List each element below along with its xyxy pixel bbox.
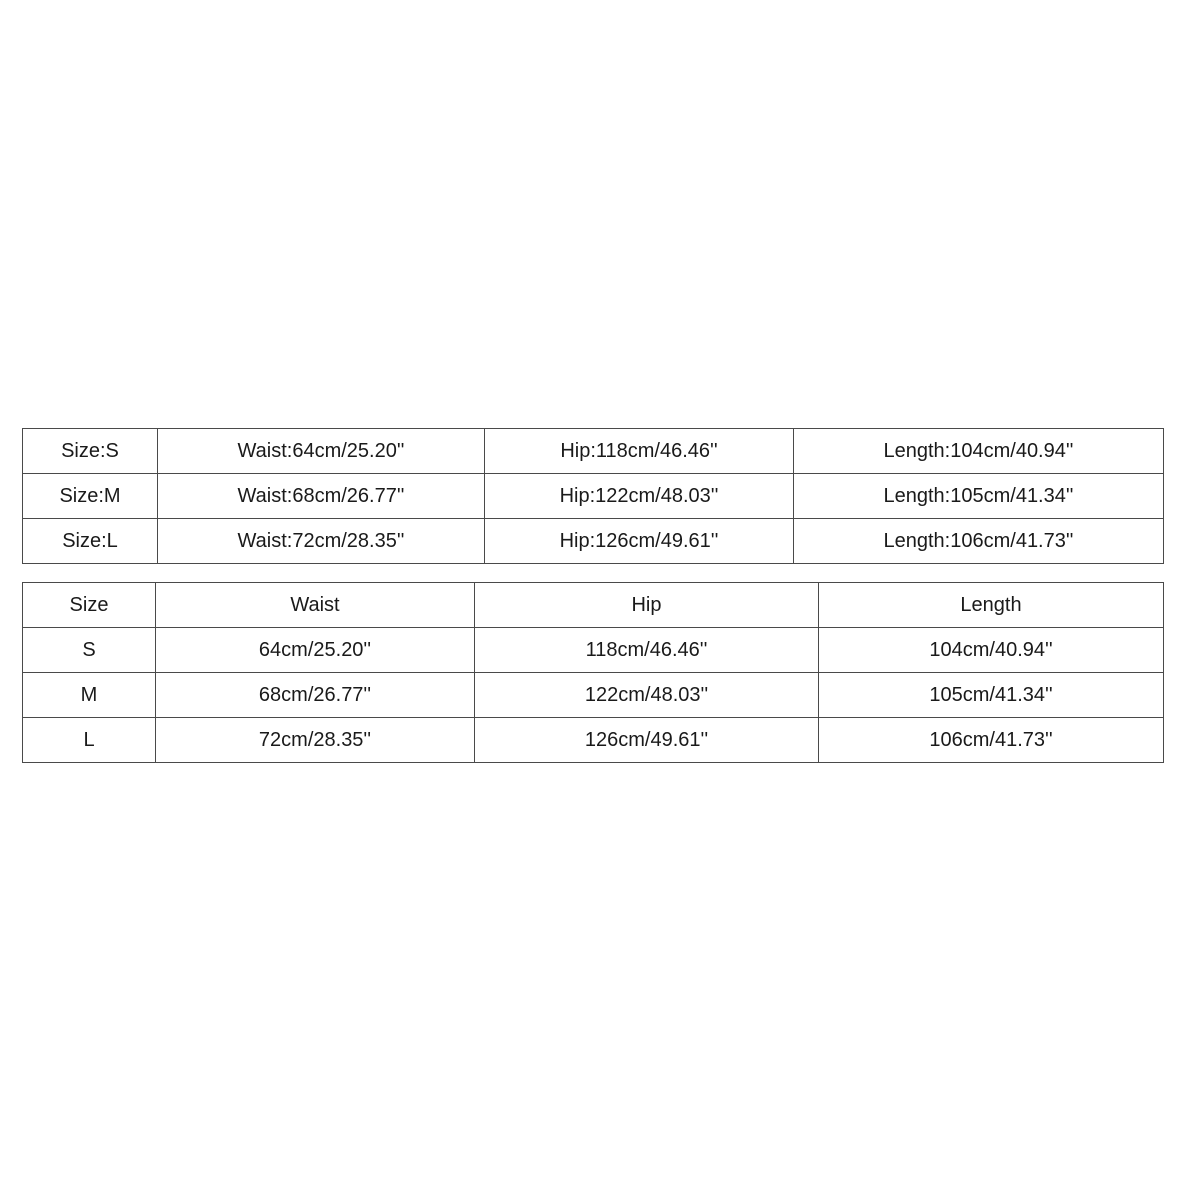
length-cell: Length:104cm/40.94'' [794, 429, 1164, 474]
size-cell: Size:L [23, 519, 158, 564]
header-hip: Hip [475, 583, 819, 628]
length-cell: 106cm/41.73'' [819, 718, 1164, 763]
length-cell: Length:106cm/41.73'' [794, 519, 1164, 564]
waist-cell: 64cm/25.20'' [156, 628, 475, 673]
length-cell: 104cm/40.94'' [819, 628, 1164, 673]
table-row [23, 718, 1164, 763]
waist-cell: Waist:68cm/26.77'' [158, 474, 485, 519]
table-row [23, 429, 1164, 474]
size-cell: S [23, 628, 156, 673]
table-header-row [23, 583, 1164, 628]
table-row [23, 628, 1164, 673]
table-row [23, 673, 1164, 718]
size-cell: M [23, 673, 156, 718]
table-row [23, 474, 1164, 519]
header-waist: Waist [156, 583, 475, 628]
hip-cell: 122cm/48.03'' [475, 673, 819, 718]
hip-cell: Hip:122cm/48.03'' [485, 474, 794, 519]
hip-cell: Hip:118cm/46.46'' [485, 429, 794, 474]
waist-cell: Waist:64cm/25.20'' [158, 429, 485, 474]
size-cell: Size:M [23, 474, 158, 519]
waist-cell: 72cm/28.35'' [156, 718, 475, 763]
header-size: Size [23, 583, 156, 628]
header-length: Length [819, 583, 1164, 628]
waist-cell: 68cm/26.77'' [156, 673, 475, 718]
hip-cell: 118cm/46.46'' [475, 628, 819, 673]
size-cell: Size:S [23, 429, 158, 474]
size-table-split [22, 582, 1164, 763]
table-row [23, 519, 1164, 564]
hip-cell: 126cm/49.61'' [475, 718, 819, 763]
length-cell: Length:105cm/41.34'' [794, 474, 1164, 519]
hip-cell: Hip:126cm/49.61'' [485, 519, 794, 564]
waist-cell: Waist:72cm/28.35'' [158, 519, 485, 564]
length-cell: 105cm/41.34'' [819, 673, 1164, 718]
size-cell: L [23, 718, 156, 763]
size-table-combined [22, 428, 1164, 564]
